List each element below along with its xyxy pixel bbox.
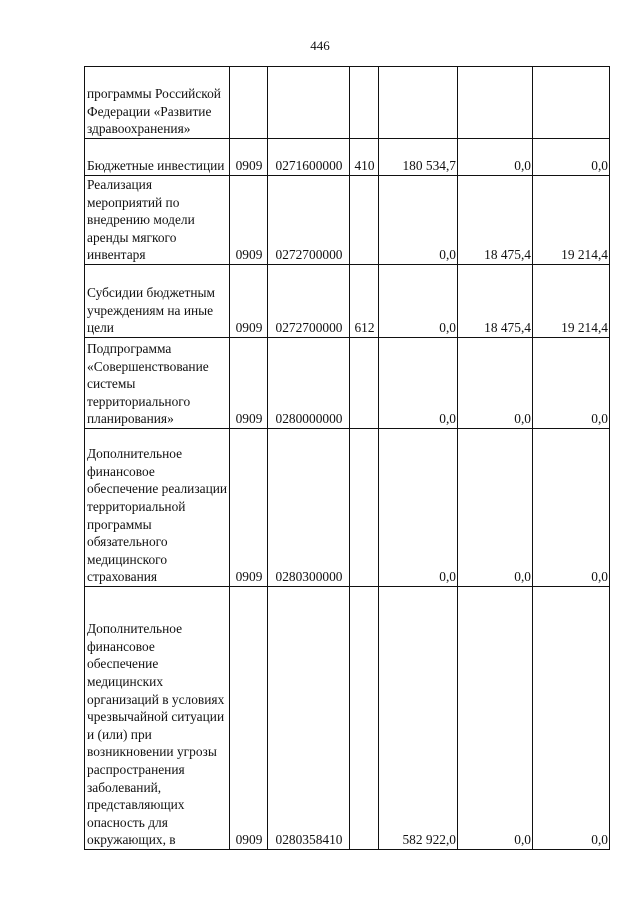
page-number: 446 (310, 38, 330, 53)
target-article-code: 0280358410 (268, 586, 350, 849)
amount-year-1: 0,0 (379, 428, 458, 586)
table-row (85, 139, 610, 176)
expense-type-code (350, 586, 379, 849)
target-article-code: 0280300000 (268, 428, 350, 586)
amount-year-2: 0,0 (458, 586, 533, 849)
target-article-code: 0272700000 (268, 176, 350, 265)
expense-type-code (350, 428, 379, 586)
ministry-code: 0909 (230, 428, 268, 586)
expense-type-code: 612 (350, 264, 379, 337)
ministry-code: 0909 (230, 176, 268, 265)
row-name: Подпрограмма «Совершенствование системы территориального планирования» (85, 337, 230, 428)
table-row (85, 264, 610, 337)
target-article-code (268, 67, 350, 139)
amount-year-3: 0,0 (533, 428, 610, 586)
amount-year-1: 0,0 (379, 176, 458, 265)
amount-year-2 (458, 67, 533, 139)
table-row (85, 67, 610, 139)
ministry-code (230, 67, 268, 139)
amount-year-2: 0,0 (458, 337, 533, 428)
amount-year-3: 0,0 (533, 586, 610, 849)
amount-year-3: 0,0 (533, 337, 610, 428)
ministry-code: 0909 (230, 337, 268, 428)
expense-type-code (350, 176, 379, 265)
table-row (85, 176, 610, 265)
amount-year-3: 0,0 (533, 139, 610, 176)
expense-type-code (350, 67, 379, 139)
row-name: программы Российской Федерации «Развитие здравоохранения» (85, 67, 230, 139)
budget-table (84, 66, 610, 850)
table-row (85, 428, 610, 586)
amount-year-3: 19 214,4 (533, 176, 610, 265)
expense-type-code (350, 337, 379, 428)
row-name: Реализация мероприятий по внедрению модели аренды мягкого инвентаря (85, 176, 230, 265)
ministry-code: 0909 (230, 264, 268, 337)
ministry-code: 0909 (230, 586, 268, 849)
target-article-code: 0280000000 (268, 337, 350, 428)
target-article-code: 0272700000 (268, 264, 350, 337)
amount-year-3 (533, 67, 610, 139)
row-name: Дополнительное финансовое обеспечение реализации территориальной программы обязательного медицинского страхования (85, 428, 230, 586)
target-article-code: 0271600000 (268, 139, 350, 176)
amount-year-1 (379, 67, 458, 139)
table-row (85, 337, 610, 428)
row-name: Бюджетные инвестиции (85, 139, 230, 176)
amount-year-2: 0,0 (458, 428, 533, 586)
amount-year-1: 180 534,7 (379, 139, 458, 176)
expense-type-code: 410 (350, 139, 379, 176)
amount-year-1: 582 922,0 (379, 586, 458, 849)
amount-year-2: 18 475,4 (458, 264, 533, 337)
row-name: Субсидии бюджетным учреждениям на иные цели (85, 264, 230, 337)
ministry-code: 0909 (230, 139, 268, 176)
row-name: Дополнительное финансовое обеспечение медицинских организаций в условиях чрезвычайной ситуации и (или) при возникновении угрозы распространения заболеваний, представляющих опасность для окружающих, в (85, 586, 230, 849)
table-row (85, 586, 610, 849)
amount-year-1: 0,0 (379, 264, 458, 337)
amount-year-2: 18 475,4 (458, 176, 533, 265)
amount-year-3: 19 214,4 (533, 264, 610, 337)
amount-year-1: 0,0 (379, 337, 458, 428)
amount-year-2: 0,0 (458, 139, 533, 176)
